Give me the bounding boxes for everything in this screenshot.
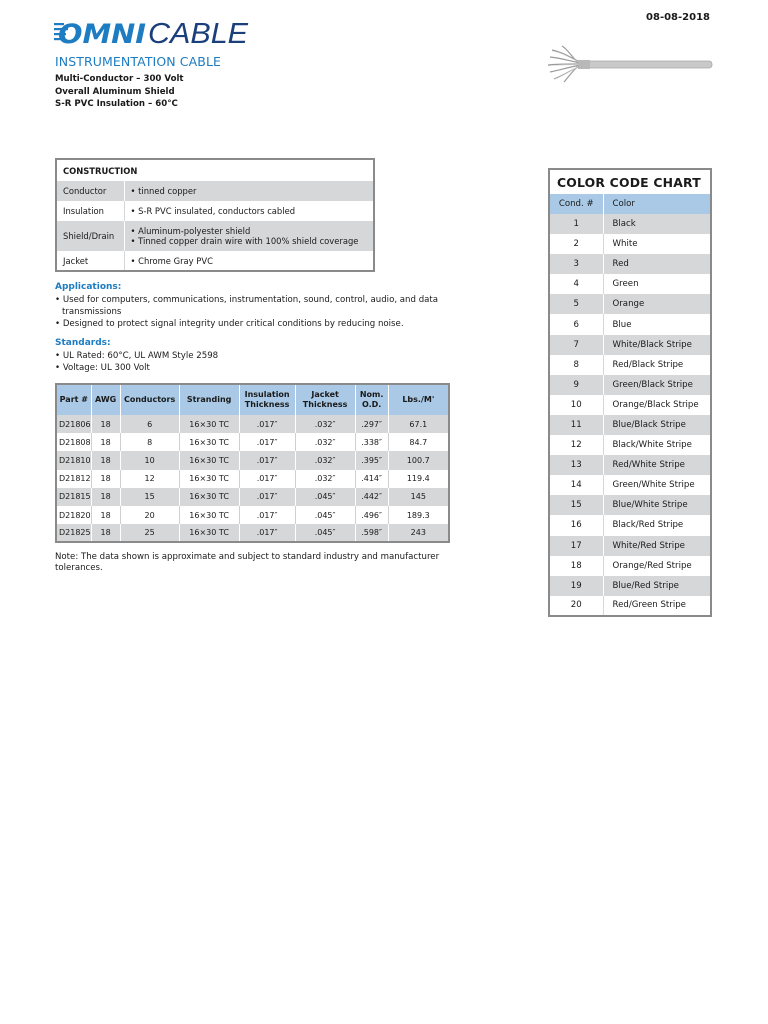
conductor-color: Blue/Red Stripe — [603, 576, 711, 596]
spec-header-cell: Nom. O.D. — [355, 384, 388, 415]
spec-table-cell: 119.4 — [406, 474, 430, 484]
subtitle-line: Multi-Conductor – 300 Volt — [55, 74, 184, 84]
spec-table-row — [56, 415, 449, 433]
spec-table-cell: .496″ — [355, 506, 388, 524]
spec-table-cell: .032″ — [295, 433, 355, 451]
construction-heading: CONSTRUCTION — [56, 159, 374, 181]
spec-table-cell: 16×30 TC — [179, 451, 239, 469]
conductor-color: Green/Black Stripe — [603, 375, 711, 395]
color-chart-header-row — [549, 194, 711, 214]
conductor-number: 14 — [549, 475, 603, 495]
color-chart-row — [549, 435, 711, 455]
spec-table-cell: .338″ — [355, 433, 388, 451]
spec-table-cell: 16×30 TC — [179, 488, 239, 506]
construction-value: • tinned copper — [124, 181, 374, 201]
conductor-number: 15 — [549, 495, 603, 515]
applications-item: • Used for computers, communications, instrumentation, sound, control, audio, and data transmissions — [55, 294, 455, 318]
spec-table-cell: 16×30 TC — [179, 470, 239, 488]
conductor-color: White/Black Stripe — [603, 335, 711, 355]
spec-table-cell: .045″ — [295, 524, 355, 542]
spec-table-cell: 145 — [388, 488, 449, 506]
conductor-number: 3 — [549, 254, 603, 274]
spec-table-cell: .045″ — [295, 506, 355, 524]
conductor-color: Red — [603, 254, 711, 274]
conductor-number: 20 — [549, 596, 603, 616]
color-chart-row — [549, 475, 711, 495]
conductor-number: 12 — [549, 435, 603, 455]
construction-label: Shield/Drain — [56, 221, 124, 251]
conductor-color: White — [612, 239, 638, 250]
spec-header-cell: Jacket Thickness — [295, 384, 355, 415]
spec-table-row — [56, 524, 449, 542]
conductor-number: 1 — [549, 214, 603, 234]
conductor-number: 18 — [549, 556, 603, 576]
spec-table-row — [56, 506, 449, 524]
omnicable-logo — [54, 14, 250, 48]
spec-table-cell: .414″ — [355, 470, 388, 488]
spec-table-cell: .032″ — [295, 470, 355, 488]
construction-row — [56, 181, 374, 201]
conductor-color: Blue/White Stripe — [603, 495, 711, 515]
construction-value: • S-R PVC insulated, conductors cabled — [124, 201, 374, 221]
conductor-number: 16 — [549, 515, 603, 535]
spec-table-cell: .017″ — [239, 451, 295, 469]
construction-value: • Chrome Gray PVC — [124, 251, 374, 271]
conductor-color: White/Red Stripe — [603, 536, 711, 556]
spec-table-cell: 12 — [120, 470, 179, 488]
color-chart-body — [549, 214, 711, 616]
spec-table-cell: .017″ — [239, 488, 295, 506]
spec-table-cell: 16×30 TC — [179, 524, 239, 542]
conductor-number: 6 — [549, 314, 603, 334]
construction-label: Insulation — [56, 201, 124, 221]
spec-table-cell: D21812 — [56, 470, 91, 488]
color-chart-row — [549, 254, 711, 274]
spec-table-cell: .017″ — [239, 524, 295, 542]
applications-item: • Designed to protect signal integrity under critical conditions by reducing noise. — [55, 318, 455, 330]
document-date: 08-08-2018 — [646, 12, 710, 23]
spec-table-row — [56, 470, 449, 488]
subtitle-line: Overall Aluminum Shield — [55, 86, 175, 97]
spec-table — [55, 383, 450, 543]
spec-table-cell: 16×30 TC — [179, 506, 239, 524]
spec-table-row — [56, 433, 449, 451]
conductor-color: Black/Red Stripe — [612, 520, 684, 531]
color-chart-row — [549, 415, 711, 435]
conductor-color: Blue — [612, 319, 632, 330]
spec-table-cell: 25 — [120, 524, 179, 542]
spec-table-cell: 16×30 TC — [179, 415, 239, 433]
color-chart-row — [549, 234, 711, 254]
spec-header-cell: AWG — [91, 384, 120, 415]
spec-table-cell: 243 — [388, 524, 449, 542]
spec-table-cell: D21820 — [56, 506, 91, 524]
conductor-color: Red/Green Stripe — [612, 600, 686, 611]
spec-header-cell: Conductors — [120, 384, 179, 415]
conductor-number: 2 — [549, 234, 603, 254]
subtitle-line: S-R PVC Insulation – 60°C — [55, 99, 178, 109]
spec-table-row — [56, 451, 449, 469]
conductor-number: 13 — [549, 455, 603, 475]
color-chart-title: COLOR CODE CHART — [549, 169, 711, 194]
construction-label: Conductor — [56, 181, 124, 201]
construction-value-line: • Tinned copper drain wire with 100% shield coverage — [130, 236, 359, 246]
conductor-number: 9 — [549, 375, 603, 395]
spec-table-cell: 18 — [91, 470, 120, 488]
standards-item: • Voltage: UL 300 Volt — [55, 362, 455, 374]
conductor-color: Black/White Stripe — [612, 440, 692, 451]
spec-table-cell: 16×30 TC — [179, 433, 239, 451]
spec-table-cell: .017″ — [239, 433, 295, 451]
spec-table-body — [56, 415, 449, 542]
conductor-color: Black — [603, 214, 711, 234]
spec-table-cell: 18 — [91, 506, 120, 524]
construction-value-line: • Aluminum-polyester shield — [130, 226, 251, 236]
spec-table-cell: D21810 — [56, 451, 91, 469]
color-chart-row — [549, 515, 711, 535]
spec-table-cell: 189.3 — [406, 510, 430, 520]
spec-table-cell: 100.7 — [388, 451, 449, 469]
conductor-number: 17 — [549, 536, 603, 556]
spec-table-cell: 8 — [120, 433, 179, 451]
conductor-number: 8 — [549, 355, 603, 375]
color-chart-row — [549, 536, 711, 556]
construction-value — [124, 221, 374, 251]
spec-table-cell: D21825 — [56, 524, 91, 542]
conductor-color: Red/Black Stripe — [612, 359, 684, 370]
subtitle-block — [55, 73, 184, 111]
spec-table-cell: D21808 — [56, 433, 91, 451]
spec-table-cell: .442″ — [355, 488, 388, 506]
spec-table-cell: .395″ — [355, 451, 388, 469]
spec-table-row — [56, 488, 449, 506]
spec-table-cell: .045″ — [295, 488, 355, 506]
conductor-color: Orange/Red Stripe — [612, 560, 692, 571]
color-chart-row — [549, 395, 711, 415]
color-chart-row — [549, 274, 711, 294]
standards-list — [55, 350, 455, 374]
spec-table-cell: 18 — [91, 488, 120, 506]
spec-table-cell: 84.7 — [409, 437, 428, 447]
spec-table-cell: .017″ — [239, 470, 295, 488]
color-chart-row — [549, 596, 711, 616]
spec-table-cell: .598″ — [355, 524, 388, 542]
spec-table-cell: 15 — [120, 488, 179, 506]
spec-table-cell: 10 — [120, 451, 179, 469]
construction-table — [55, 158, 375, 272]
color-chart-row — [549, 294, 711, 314]
construction-row — [56, 201, 374, 221]
spec-table-cell: D21806 — [56, 415, 91, 433]
conductor-number: 5 — [549, 294, 603, 314]
color-chart-row — [549, 576, 711, 596]
conductor-color: Red/White Stripe — [603, 455, 711, 475]
note-text: Note: The data shown is approximate and subject to standard industry and manufacturer tolerances. — [55, 552, 440, 573]
conductor-number: 7 — [549, 335, 603, 355]
spec-table-cell: D21815 — [56, 488, 91, 506]
conductor-color: Green — [612, 279, 639, 290]
conductor-number: 10 — [549, 395, 603, 415]
spec-table-cell: 18 — [91, 433, 120, 451]
color-chart-row — [549, 335, 711, 355]
color-chart-row — [549, 495, 711, 515]
spec-header-cell: Stranding — [179, 384, 239, 415]
spec-table-cell: 20 — [120, 506, 179, 524]
spec-table-cell: .297″ — [355, 415, 388, 433]
spec-header-cell: Insulation Thickness — [239, 384, 295, 415]
spec-table-cell: .032″ — [295, 451, 355, 469]
conductor-color: Orange/Black Stripe — [612, 399, 699, 410]
spec-table-cell: .032″ — [295, 415, 355, 433]
applications-list — [55, 294, 455, 330]
document-title: INSTRUMENTATION CABLE — [55, 54, 222, 69]
conductor-number: 4 — [549, 274, 603, 294]
color-chart-row — [549, 556, 711, 576]
spec-table-cell: .017″ — [239, 415, 295, 433]
spec-header-cell: Part # — [56, 384, 91, 415]
conductor-color: Orange — [603, 294, 711, 314]
spec-table-cell: 18 — [91, 451, 120, 469]
svg-text:OMNI: OMNI — [58, 19, 146, 48]
construction-row — [56, 221, 374, 251]
svg-text:CABLE: CABLE — [148, 18, 249, 48]
color-chart-row — [549, 455, 711, 475]
color-code-chart — [548, 168, 712, 617]
color-chart-row — [549, 214, 711, 234]
conductor-color: Blue/Black Stripe — [603, 415, 711, 435]
spec-header-row — [56, 384, 449, 415]
spec-header-cell: Lbs./M' — [388, 384, 449, 415]
spec-table-cell: 18 — [91, 524, 120, 542]
standards-item: • UL Rated: 60°C, UL AWM Style 2598 — [55, 350, 455, 362]
conductor-number: 19 — [549, 576, 603, 596]
construction-label: Jacket — [56, 251, 124, 271]
color-chart-row — [549, 314, 711, 334]
color-chart-header-cell: Cond. # — [549, 194, 603, 214]
conductor-color: Green/White Stripe — [612, 480, 695, 491]
standards-heading: Standards: — [55, 338, 111, 348]
construction-row — [56, 251, 374, 271]
spec-table-cell: 6 — [120, 415, 179, 433]
spec-table-cell: .017″ — [239, 506, 295, 524]
applications-heading: Applications: — [55, 282, 122, 292]
spec-table-cell: 67.1 — [388, 415, 449, 433]
spec-table-cell: 18 — [91, 415, 120, 433]
color-chart-row — [549, 375, 711, 395]
color-chart-row — [549, 355, 711, 375]
conductor-number: 11 — [549, 415, 603, 435]
color-chart-header-cell: Color — [603, 194, 711, 214]
cable-illustration — [548, 44, 714, 84]
